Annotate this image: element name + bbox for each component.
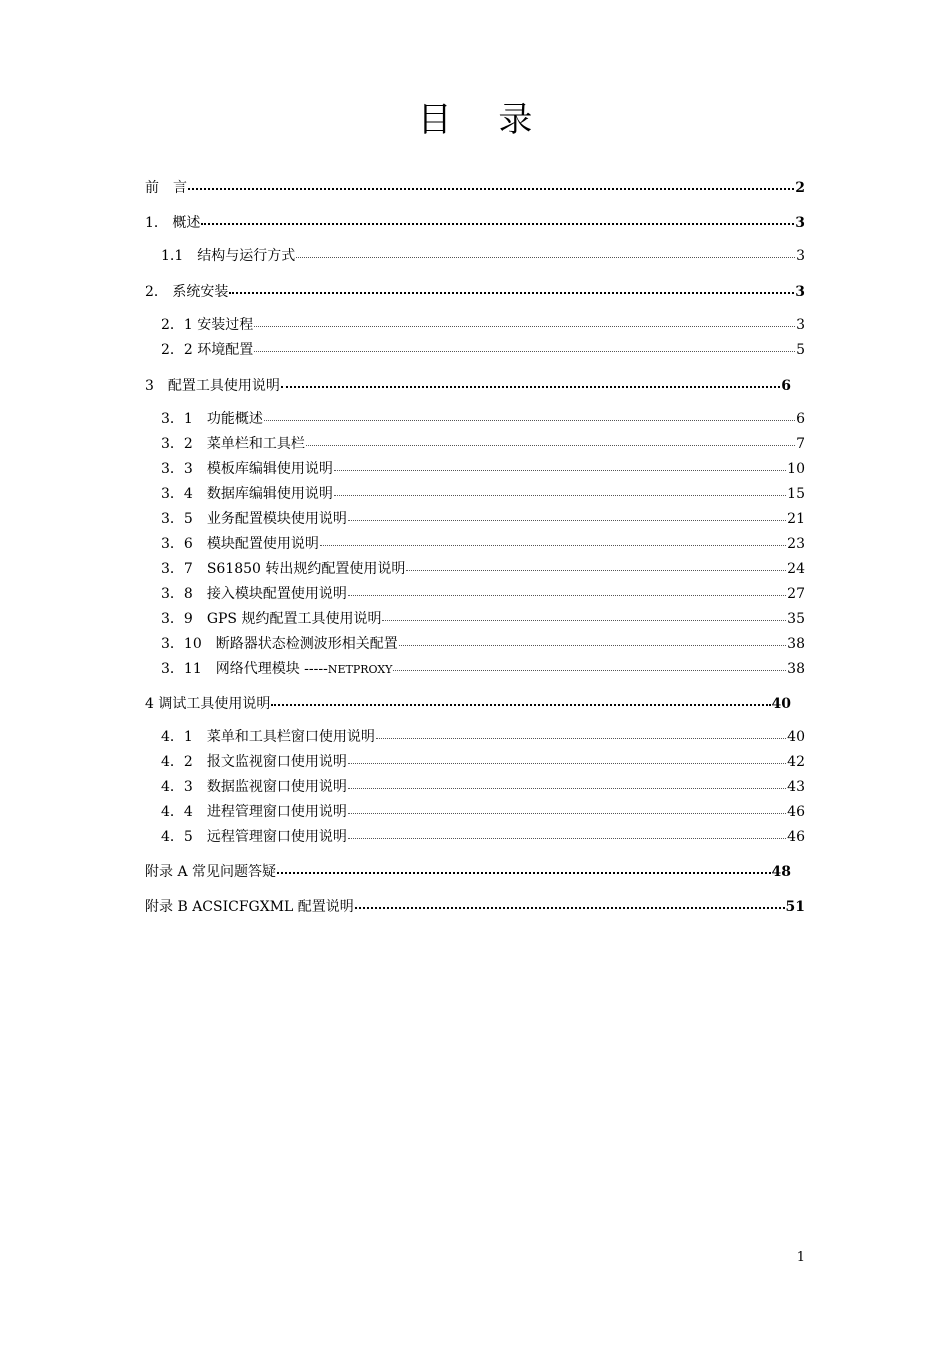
- dot-leader: [254, 339, 795, 352]
- toc-entry-label: 1.1 结构与运行方式: [161, 248, 296, 264]
- toc-entry-label: 3．10 断路器状态检测波形相关配置: [161, 636, 398, 652]
- toc-entry[interactable]: [161, 485, 805, 503]
- toc-entry-label: 4 调试工具使用说明: [145, 696, 271, 712]
- toc-entry-page-number: 38: [787, 636, 805, 652]
- toc-entry-label: 3．1 功能概述: [161, 411, 263, 427]
- toc-entry-page-number: 15: [787, 486, 805, 502]
- toc-entry-page-number: 48: [771, 864, 791, 880]
- toc-entry-label: 3．4 数据库编辑使用说明: [161, 486, 333, 502]
- toc-entry-page-number: 2: [795, 180, 805, 196]
- toc-entry-label: 4．3 数据监视窗口使用说明: [161, 779, 347, 795]
- toc-entry-label: 3．6 模块配置使用说明: [161, 536, 319, 552]
- page-title: 目 录: [417, 100, 551, 140]
- toc-entry[interactable]: [161, 247, 805, 265]
- toc-entry-page-number: 6: [781, 378, 791, 394]
- toc-entry-label: 3．9 GPS 规约配置工具使用说明: [161, 611, 382, 627]
- toc-entry[interactable]: [161, 585, 805, 603]
- dot-leader: [271, 692, 770, 706]
- toc-entry[interactable]: [161, 560, 805, 578]
- toc-entry-page-number: 40: [771, 696, 791, 712]
- toc-entry[interactable]: [145, 376, 791, 395]
- dot-leader: [281, 374, 780, 388]
- toc-entry[interactable]: [161, 435, 805, 453]
- toc-entry[interactable]: [161, 316, 805, 334]
- toc-entry[interactable]: [145, 178, 805, 197]
- toc-entry-label: 4．1 菜单和工具栏窗口使用说明: [161, 729, 375, 745]
- toc-entry-label: 3．2 菜单栏和工具栏: [161, 436, 305, 452]
- toc-entry-label: 3 配置工具使用说明: [145, 378, 280, 394]
- dot-leader: [264, 408, 795, 421]
- dot-leader: [406, 558, 786, 571]
- toc-entry-label: 3．5 业务配置模块使用说明: [161, 511, 347, 527]
- toc-entry-label: 3．11 网络代理模块 -----: [161, 661, 328, 677]
- toc-entry[interactable]: [145, 694, 791, 713]
- toc-entry-page-number: 23: [787, 536, 805, 552]
- toc-entry[interactable]: [145, 862, 791, 881]
- toc-entry-label-subscript: NETPROXY: [327, 663, 393, 676]
- toc-entry[interactable]: [145, 282, 805, 301]
- dot-leader: [334, 483, 786, 496]
- dot-leader: [348, 776, 786, 789]
- toc-entry[interactable]: [161, 753, 805, 771]
- toc-entry-page-number: 27: [787, 586, 805, 602]
- toc-entry[interactable]: [161, 803, 805, 821]
- toc-entry-page-number: 21: [787, 511, 805, 527]
- toc-entry[interactable]: [145, 897, 805, 916]
- toc-entry-label: 4．5 远程管理窗口使用说明: [161, 829, 347, 845]
- toc-entry-label: 1． 概述: [145, 215, 201, 231]
- toc-entry-page-number: 35: [787, 611, 805, 627]
- toc-entry-label: 2． 系统安装: [145, 284, 229, 300]
- toc-entry-label: 前 言: [145, 180, 187, 196]
- dot-leader: [188, 176, 794, 190]
- toc-entry-page-number: 10: [787, 461, 805, 477]
- dot-leader: [348, 751, 786, 764]
- toc-entry[interactable]: [161, 510, 805, 528]
- toc-entry-page-number: 46: [787, 804, 805, 820]
- dot-leader: [376, 726, 786, 739]
- dot-leader: [296, 245, 795, 258]
- toc-entry[interactable]: [161, 728, 805, 746]
- toc-entry-page-number: 42: [787, 754, 805, 770]
- dot-leader: [355, 895, 785, 909]
- toc-entry[interactable]: [161, 610, 805, 628]
- toc-entry-page-number: 46: [787, 829, 805, 845]
- dot-leader: [229, 280, 794, 294]
- toc-entry[interactable]: [145, 213, 805, 232]
- toc-entry-page-number: 38: [787, 661, 805, 677]
- dot-leader: [348, 801, 786, 814]
- toc-entry[interactable]: [161, 410, 805, 428]
- dot-leader: [393, 658, 786, 671]
- toc-entry-page-number: 5: [796, 342, 805, 358]
- toc-entry-page-number: 3: [796, 248, 805, 264]
- toc-entry[interactable]: [161, 778, 805, 796]
- toc-entry-page-number: 3: [795, 284, 805, 300]
- toc-entry[interactable]: [161, 460, 805, 478]
- toc-entry-label: 4．4 进程管理窗口使用说明: [161, 804, 347, 820]
- toc-entry-label: 3．3 模板库编辑使用说明: [161, 461, 333, 477]
- toc-entry[interactable]: [161, 341, 805, 359]
- toc-entry-page-number: 7: [796, 436, 805, 452]
- toc-entry[interactable]: [161, 660, 805, 679]
- toc-entry-page-number: 6: [796, 411, 805, 427]
- toc-entry[interactable]: [161, 635, 805, 653]
- toc-entry-label: 2．2 环境配置: [161, 342, 254, 358]
- toc-entry-page-number: 24: [787, 561, 805, 577]
- toc-entry-page-number: 3: [796, 317, 805, 333]
- dot-leader: [348, 508, 786, 521]
- toc-entry[interactable]: [161, 535, 805, 553]
- toc-entry-label: 2．1 安装过程: [161, 317, 254, 333]
- toc-entry-page-number: 51: [785, 899, 805, 915]
- toc-entry-page-number: 43: [787, 779, 805, 795]
- dot-leader: [277, 860, 771, 874]
- dot-leader: [201, 211, 794, 225]
- dot-leader: [320, 533, 786, 546]
- toc-entry-label: 4．2 报文监视窗口使用说明: [161, 754, 347, 770]
- toc-entry-page-number: 3: [795, 215, 805, 231]
- page-number: 1: [796, 1250, 805, 1265]
- dot-leader: [348, 583, 786, 596]
- dot-leader: [399, 633, 786, 646]
- toc-entry-label: 3．7 S61850 转出规约配置使用说明: [161, 561, 406, 577]
- dot-leader: [348, 826, 786, 839]
- dot-leader: [306, 433, 795, 446]
- toc-entry-label: 3．8 接入模块配置使用说明: [161, 586, 347, 602]
- toc-entry-label: 附录 B ACSICFGXML 配置说明: [145, 899, 354, 915]
- toc-entry[interactable]: [161, 828, 805, 846]
- dot-leader: [254, 314, 795, 327]
- dot-leader: [382, 608, 786, 621]
- toc-entry-page-number: 40: [787, 729, 805, 745]
- toc-entry-label: 附录 A 常见问题答疑: [145, 864, 277, 880]
- dot-leader: [334, 458, 786, 471]
